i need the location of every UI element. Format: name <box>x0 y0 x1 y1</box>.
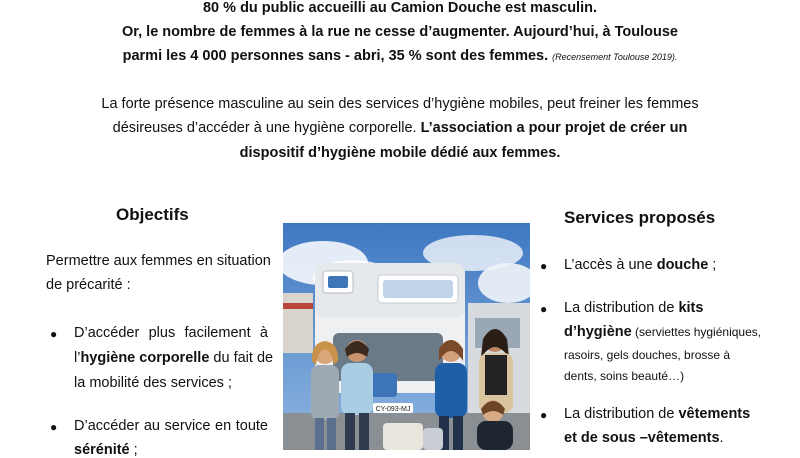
services-item-3-bold-b: et de sous –vêtements <box>564 430 720 446</box>
team-photo <box>283 223 530 450</box>
services-item-2-bold-a: kits <box>678 300 704 316</box>
services-item-2-pre: La distribution de <box>564 300 679 316</box>
citation: (Recensement Toulouse 2019). <box>552 52 678 62</box>
services-item-3-line-2 <box>564 430 724 446</box>
objectifs-item-2-line-2 <box>74 442 138 458</box>
services-item-2-line-3: rasoirs, gels douches, brosse à <box>564 348 731 362</box>
objectifs-intro-line-1: Permettre aux femmes en situation <box>46 253 271 269</box>
objectifs-item-1-line-3: la mobilité des services ; <box>74 375 232 391</box>
services-item-2-line-2 <box>564 324 761 340</box>
objectifs-intro-line-2: de précarité : <box>46 277 131 293</box>
paragraph-line-2-bold: L’association a pour projet de créer un <box>420 120 688 136</box>
services-item-2-line-1 <box>564 300 703 316</box>
services-title: Services proposés <box>564 208 716 227</box>
services-item-1 <box>564 257 716 273</box>
bullet-dot: ● <box>50 327 58 341</box>
objectifs-item-1-line-2 <box>74 350 273 366</box>
services-item-2-line-4: dents, soins beauté…) <box>564 369 685 383</box>
paragraph-line-2-normal: désireuses d’accéder à une hygiène corporelle. <box>112 120 417 136</box>
services-item-1-bold: douche <box>656 257 709 273</box>
intro-line-2: Or, le nombre de femmes à la rue ne cesse d’augmenter. Aujourd’hui, à Toulouse <box>122 24 678 40</box>
bullet-dot: ● <box>50 420 58 434</box>
van-plate: CY-093-MJ <box>375 406 411 413</box>
services-item-1-post: ; <box>708 257 717 273</box>
item-1-pre: l’ <box>74 350 81 366</box>
paragraph-line-3-bold: dispositif d’hygiène mobile dédié aux femmes. <box>239 145 561 161</box>
bullet-dot: ● <box>540 408 548 422</box>
item-2-post: ; <box>129 442 138 458</box>
objectifs-item-2-line-1: D’accéder au service en toute <box>74 418 268 434</box>
services-item-3-post: . <box>719 430 724 446</box>
objectifs-title: Objectifs <box>116 205 189 224</box>
intro-line-3-text: parmi les 4 000 personnes sans - abri, 35 % sont des femmes. <box>122 48 549 64</box>
services-item-1-pre: L’accès à une <box>564 257 657 273</box>
services-item-3-line-1 <box>564 406 750 422</box>
services-item-3-bold-a: vêtements <box>678 406 751 422</box>
services-item-2-small-a: (serviettes hygiéniques, <box>631 325 762 339</box>
services-item-2-bold-b: d’hygiène <box>564 324 632 340</box>
item-1-bold: hygiène corporelle <box>80 350 210 366</box>
paragraph-line-1: La forte présence masculine au sein des services d’hygiène mobiles, peut freiner les femmes <box>101 96 699 112</box>
objectifs-item-1-line-1: D’accéder plus facilement à <box>74 325 268 341</box>
bullet-dot: ● <box>540 259 548 273</box>
services-item-3-pre: La distribution de <box>564 406 679 422</box>
paragraph-line-2 <box>0 120 800 136</box>
bullet-dot: ● <box>540 302 548 316</box>
intro-line-1: 80 % du public accueilli au Camion Douche est masculin. <box>202 0 598 16</box>
paragraph-line-3 <box>0 145 800 161</box>
item-1-post: du fait de <box>209 350 274 366</box>
item-2-bold: sérénité <box>74 442 130 458</box>
intro-line-3 <box>0 48 800 64</box>
